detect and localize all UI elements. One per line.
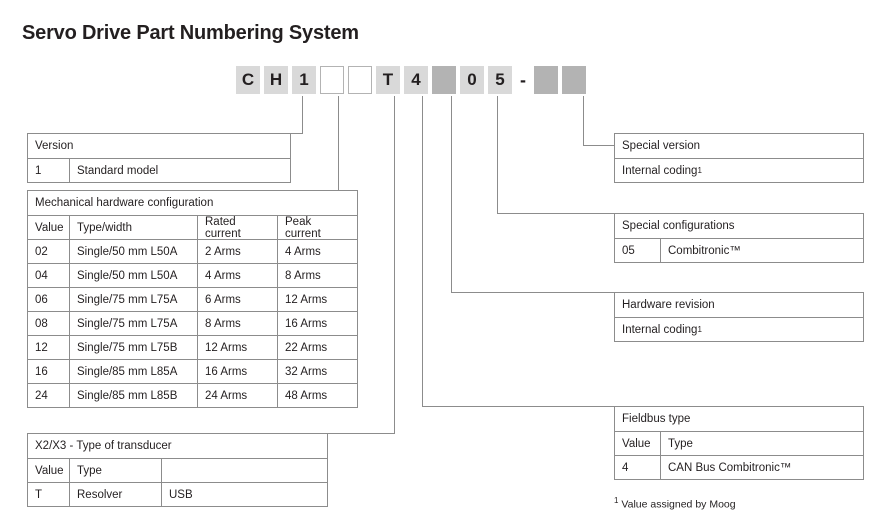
- cell-value: 24: [28, 384, 70, 407]
- footnote: [614, 496, 736, 511]
- transducer-table-title: X2/X3 - Type of transducer: [35, 440, 172, 452]
- code-cell-9: 0: [460, 66, 484, 94]
- table-header-row: [28, 216, 357, 240]
- cell-peak-current: 4 Arms: [285, 245, 321, 258]
- cell-rated-current: 6 Arms: [198, 288, 278, 311]
- cell-value: T: [28, 483, 70, 506]
- cell-peak-current: 48 Arms: [285, 389, 328, 402]
- table-row: [615, 239, 863, 262]
- leader-fieldbus-horizontal: [422, 406, 614, 407]
- version-table-header: [28, 134, 290, 159]
- cell-type-width: Single/85 mm L85B: [70, 384, 198, 407]
- leader-version-horizontal: [291, 133, 303, 134]
- hardware-revision-footnote-marker: 1: [697, 325, 702, 334]
- code-cell-dash: -: [520, 69, 526, 90]
- footnote-text: Value assigned by Moog: [621, 498, 736, 511]
- col-header-value: Value: [28, 459, 70, 482]
- mechanical-hardware-table: [27, 190, 358, 408]
- table-row: [28, 312, 357, 336]
- cell-value: 08: [28, 312, 70, 335]
- table-header-row: [28, 459, 327, 483]
- code-cell-3: 1: [292, 66, 316, 94]
- code-cell-8: [432, 66, 456, 94]
- cell-rated-current: 24 Arms: [198, 384, 278, 407]
- cell-type: Resolver: [70, 483, 162, 506]
- special-version-desc: [615, 159, 863, 182]
- version-table: [27, 133, 291, 183]
- transducer-table-header: [28, 434, 327, 459]
- cell-extra: USB: [169, 488, 193, 501]
- special-version-desc-text: Internal coding: [622, 164, 698, 177]
- fieldbus-table-title: Fieldbus type: [622, 413, 691, 425]
- col-header-peak-current: Peak current: [285, 215, 321, 240]
- code-cell-6: T: [376, 66, 400, 94]
- col-header-value: Value: [28, 216, 70, 239]
- page-title: Servo Drive Part Numbering System: [22, 22, 359, 44]
- version-value: 1: [28, 159, 70, 182]
- leader-version-vertical: [302, 96, 303, 134]
- leader-hw-revision-vertical: [451, 96, 452, 293]
- leader-special-version-vertical: [583, 96, 584, 146]
- cell-value: 12: [28, 336, 70, 359]
- cell-type-width: Single/85 mm L85A: [70, 360, 198, 383]
- transducer-table: [27, 433, 328, 507]
- table-row: [28, 240, 357, 264]
- table-row: [28, 483, 327, 506]
- leader-special-config-vertical: [497, 96, 498, 214]
- cell-value: 16: [28, 360, 70, 383]
- code-cell-4: [320, 66, 344, 94]
- leader-transducer-horizontal: [328, 433, 394, 434]
- hardware-revision-table-header: [615, 293, 863, 318]
- col-header-type-width: Type/width: [70, 216, 198, 239]
- version-table-title: Version: [35, 140, 74, 152]
- special-version-footnote-marker: 1: [697, 166, 702, 175]
- cell-peak-current: 32 Arms: [285, 365, 328, 378]
- cell-type-width: Single/75 mm L75A: [70, 312, 198, 335]
- code-cell-10: 5: [488, 66, 512, 94]
- cell-type-width: Single/75 mm L75A: [70, 288, 198, 311]
- leader-special-config-horizontal: [497, 213, 614, 214]
- hardware-revision-table: [614, 292, 864, 342]
- cell-value: 4: [615, 456, 661, 479]
- col-header-value: Value: [615, 432, 661, 455]
- fieldbus-type-table: [614, 406, 864, 480]
- special-version-table-header: [615, 134, 863, 159]
- cell-type: CAN Bus Combitronic™: [668, 461, 792, 474]
- fieldbus-table-header: [615, 407, 863, 432]
- code-cell-12: [562, 66, 586, 94]
- leader-mechanical-vertical: [338, 96, 339, 191]
- footnote-marker: 1: [614, 496, 619, 505]
- cell-value: 02: [28, 240, 70, 263]
- cell-value: 06: [28, 288, 70, 311]
- cell-peak-current: 12 Arms: [285, 293, 328, 306]
- code-cell-2: H: [264, 66, 288, 94]
- special-configurations-table-header: [615, 214, 863, 239]
- hardware-revision-desc-text: Internal coding: [622, 323, 698, 336]
- table-header-row: [615, 432, 863, 456]
- leader-fieldbus-vertical: [422, 96, 423, 407]
- code-cell-7: 4: [404, 66, 428, 94]
- col-header-type: Type: [668, 437, 693, 450]
- special-version-table: [614, 133, 864, 183]
- cell-type-width: Single/75 mm L75B: [70, 336, 198, 359]
- code-cell-1: C: [236, 66, 260, 94]
- cell-rated-current: 8 Arms: [198, 312, 278, 335]
- leader-transducer-vertical: [394, 96, 395, 434]
- cell-value: 04: [28, 264, 70, 287]
- leader-special-version-horizontal: [583, 145, 614, 146]
- cell-rated-current: 12 Arms: [198, 336, 278, 359]
- mechanical-table-header: [28, 191, 357, 216]
- table-row: [615, 159, 863, 182]
- special-configurations-table-title: Special configurations: [622, 220, 735, 232]
- table-row: [28, 384, 357, 407]
- cell-value: 05: [615, 239, 661, 262]
- part-number-code-row: [236, 66, 586, 94]
- cell-type-width: Single/50 mm L50A: [70, 264, 198, 287]
- hardware-revision-table-title: Hardware revision: [622, 299, 715, 311]
- table-row: [28, 336, 357, 360]
- cell-peak-current: 16 Arms: [285, 317, 328, 330]
- leader-hw-revision-horizontal: [451, 292, 614, 293]
- mechanical-table-title: Mechanical hardware configuration: [35, 197, 214, 209]
- table-row: [615, 456, 863, 479]
- code-cell-11: [534, 66, 558, 94]
- cell-rated-current: 2 Arms: [198, 240, 278, 263]
- special-version-table-title: Special version: [622, 140, 700, 152]
- col-header-type: Type: [70, 459, 162, 482]
- cell-rated-current: 16 Arms: [198, 360, 278, 383]
- table-row: [615, 318, 863, 341]
- cell-peak-current: 22 Arms: [285, 341, 328, 354]
- cell-peak-current: 8 Arms: [285, 269, 321, 282]
- table-row: [28, 159, 290, 182]
- col-header-rated-current: Rated current: [198, 216, 278, 239]
- cell-rated-current: 4 Arms: [198, 264, 278, 287]
- special-configurations-table: [614, 213, 864, 263]
- table-row: [28, 264, 357, 288]
- cell-description: Combitronic™: [668, 244, 741, 257]
- code-cell-5: [348, 66, 372, 94]
- version-desc: Standard model: [77, 164, 159, 177]
- cell-type-width: Single/50 mm L50A: [70, 240, 198, 263]
- table-row: [28, 360, 357, 384]
- hardware-revision-desc: [615, 318, 863, 341]
- col-header-extra: [162, 459, 327, 482]
- table-row: [28, 288, 357, 312]
